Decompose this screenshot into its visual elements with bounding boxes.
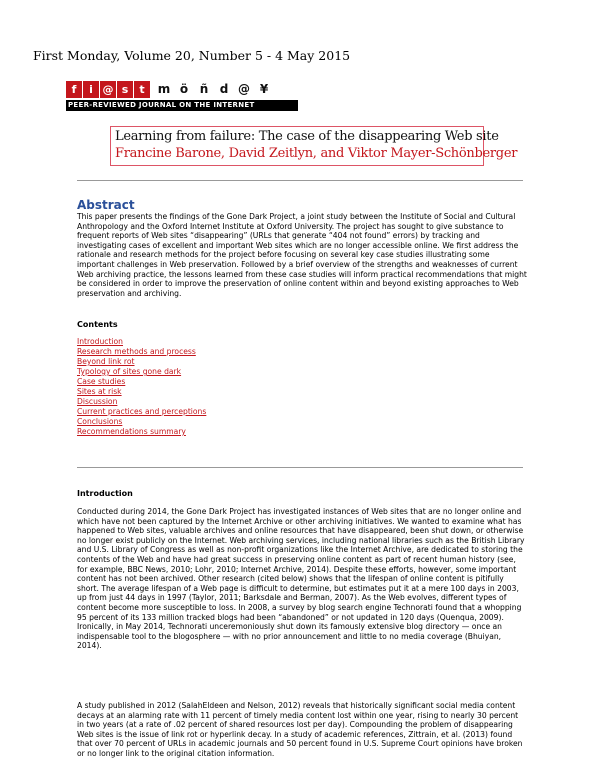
section-divider: [77, 467, 523, 468]
logo-glyph: s: [117, 81, 133, 98]
article-authors: Francine Barone, David Zeitlyn, and Viktor Mayer-Schönberger: [115, 146, 518, 161]
logo-glyph-row: [66, 81, 298, 98]
logo-glyph: d: [219, 82, 229, 96]
logo-glyph: @: [100, 81, 116, 98]
logo-glyph: t: [134, 81, 150, 98]
introduction-paragraph-1: Conducted during 2014, the Gone Dark Project has investigated instances of Web sites that are no longer online and which have not been captured by the Internet Archive or other archiving initiatives. We wanted to examine what has happened to Web sites, valuable archives and online resources that have disappeared, been shut down, or otherwise no longer exist publicly on the Internet. Web archiving services, including national libraries such as the British Library and U.S. Library of Congress as well as non-profit organizations like the Internet Archive, are dedicated to storing the contents of the Web and have had great success in preserving online content as part of recent human history (see, for example, BBC News, 2010; Lohr, 2010; Internet Archive, 2014). Despite these efforts, however, some important content has not been archived. Other research (cited below) shows that the lifespan of online content is pitifully short. The average lifespan of a Web page is difficult to determine, but estimates put it at a mere 100 days in 2003, up from just 44 days in 1997 (Taylor, 2011; Barksdale and Berman, 2007). As the Web evolves, different types of content become more susceptible to loss. In 2008, a survey by blog search engine Technorati found that a whopping 95 percent of its 133 million tracked blogs had been “abandoned” or not updated in 120 days (Quenqua, 2009). Ironically, in May 2014, Technorati unceremoniously shut down its famously extensive blog directory — once an indispensable tool to the blogosphere — with no prior announcement and little to no media coverage (Bhuiyan, 2014).: [77, 507, 525, 651]
header-divider: [77, 180, 523, 181]
first-monday-logo: [66, 81, 298, 111]
logo-glyph: @: [238, 82, 250, 96]
article-title: Learning from failure: The case of the disappearing Web site: [115, 129, 499, 144]
toc-link-beyond-link-rot[interactable]: Beyond link rot: [77, 357, 135, 366]
contents-heading: Contents: [77, 320, 118, 329]
logo-glyph: m: [157, 82, 171, 96]
abstract-heading: Abstract: [77, 198, 135, 212]
article-title-box: [110, 126, 518, 166]
introduction-heading: Introduction: [77, 489, 133, 498]
logo-glyph: i: [83, 81, 99, 98]
toc-link-case-studies[interactable]: Case studies: [77, 377, 126, 386]
table-of-contents: [77, 337, 206, 437]
toc-link-sites-at-risk[interactable]: Sites at risk: [77, 387, 122, 396]
introduction-paragraph-2: A study published in 2012 (SalahEldeen and Nelson, 2012) reveals that historically significant social media content decays at an alarming rate with 11 percent of timely media content lost within one year, rising to nearly 30 percent in two years (at a rate of .02 percent of shared resources lost per day). Compounding the problem of disappearing Web sites is the issue of link rot or hyperlink decay. In a study of academic references, Zittrain, et al. (2013) found that over 70 percent of URLs in academic journals and 50 percent found in U.S. Supreme Court opinions have broken or no longer link to the original citation information.: [77, 701, 523, 758]
logo-glyph: f: [66, 81, 82, 98]
logo-glyph: ñ: [199, 82, 209, 96]
toc-link-current-practices[interactable]: Current practices and perceptions: [77, 407, 207, 416]
toc-link-conclusions[interactable]: Conclusions: [77, 417, 123, 426]
toc-link-typology[interactable]: Typology of sites gone dark: [77, 367, 182, 376]
logo-tagline: PEER-REVIEWED JOURNAL ON THE INTERNET: [66, 100, 298, 111]
toc-link-recommendations[interactable]: Recommendations summary: [77, 427, 186, 436]
logo-glyph: ö: [179, 82, 189, 96]
journal-issue-line: First Monday, Volume 20, Number 5 - 4 May 2015: [33, 48, 351, 63]
toc-link-introduction[interactable]: Introduction: [77, 337, 123, 346]
toc-link-discussion[interactable]: Discussion: [77, 397, 118, 406]
abstract-text: This paper presents the findings of the Gone Dark Project, a joint study between the Institute of Social and Cultural Anthropology and the Oxford Internet Institute at Oxford University. The project has sought to give substance to frequent reports of Web sites “disappearing” (URLs that generate “404 not found” errors) by tracking and investigating cases of excellent and important Web sites which are no longer accessible online. We first address the rationale and research methods for the project before focusing on several key case studies illustrating some important challenges in Web preservation. Followed by a brief overview of the strengths and weaknesses of current Web archiving practice, the lessons learned from these case studies will inform practical recommendations that might be considered in order to improve the preservation of online content within and beyond existing approaches to Web preservation and archiving.: [77, 212, 527, 298]
logo-glyph: ¥: [259, 82, 269, 96]
toc-link-research-methods[interactable]: Research methods and process: [77, 347, 196, 356]
